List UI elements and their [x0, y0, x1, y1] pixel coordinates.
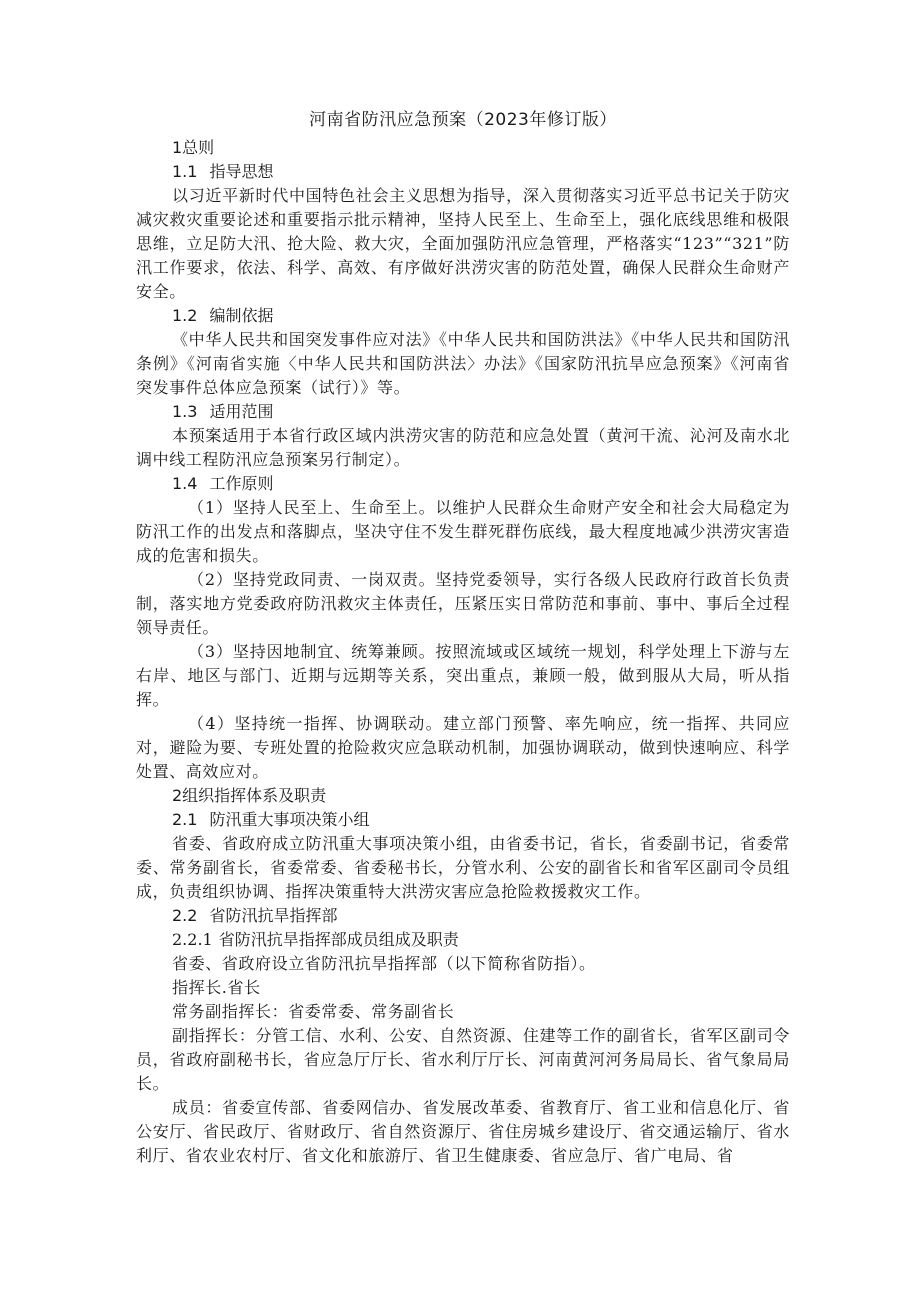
- section-label: 适用范围: [209, 402, 274, 421]
- section-1-1-heading: [136, 160, 790, 184]
- document-page: [136, 108, 790, 1168]
- section-2-2-heading: [136, 904, 790, 928]
- section-label: 编制依据: [209, 306, 274, 325]
- paragraph: （3）坚持因地制宜、统筹兼顾。按照流域或区域统一规划，科学处理上下游与左右岸、地区与部门、近期与远期等关系，突出重点，兼顾一般，做到服从大局，听从指挥。: [136, 642, 790, 709]
- section-2-2-1-heading: [136, 928, 790, 952]
- section-number: 1.4: [172, 474, 198, 493]
- section-label: 指导思想: [209, 162, 274, 181]
- section-1-4-heading: [136, 472, 790, 496]
- section-number: 1.2: [172, 306, 198, 325]
- section-1-heading: 1总则: [172, 138, 215, 157]
- paragraph: 副指挥长：分管工信、水利、公安、自然资源、住建等工作的副省长，省军区副司令员，省政府副秘书长，省应急厅厅长、省水利厅厅长、河南黄河河务局局长、省气象局局长。: [136, 1026, 790, 1093]
- paragraph: 《中华人民共和国突发事件应对法》《中华人民共和国防洪法》《中华人民共和国防汛条例》《河南省实施〈中华人民共和国防洪法〉办法》《国家防汛抗旱应急预案》《河南省突发事件总体应急预案（试行）》等。: [136, 330, 790, 397]
- paragraph: 以习近平新时代中国特色社会主义思想为指导，深入贯彻落实习近平总书记关于防灾减灾救灾重要论述和重要指示批示精神，坚持人民至上、生命至上，强化底线思维和极限思维，立足防大汛、抢大险、救大灾，全面加强防汛应急管理，严格落实“123”“321”防汛工作要求，依法、科学、高效、有序做好洪涝灾害的防范处置，确保人民群众生命财产安全。: [136, 186, 790, 301]
- text-line: 常务副指挥长：省委常委、常务副省长: [172, 1002, 455, 1021]
- section-number: 2.1: [172, 810, 198, 829]
- section-number: 1.1: [172, 162, 198, 181]
- section-number: 2.2: [172, 906, 198, 925]
- paragraph: 本预案适用于本省行政区域内洪涝灾害的防范和应急处置（黄河干流、沁河及南水北调中线工程防汛应急预案另行制定）。: [136, 426, 790, 469]
- section-2-1-heading: [136, 808, 790, 832]
- section-label: 工作原则: [209, 474, 274, 493]
- section-label: 防汛重大事项决策小组: [209, 810, 370, 829]
- paragraph: 成员：省委宣传部、省委网信办、省发展改革委、省教育厅、省工业和信息化厅、省公安厅、省民政厅、省财政厅、省自然资源厅、省住房城乡建设厅、省交通运输厅、省水利厅、省农业农村厅、省文化和旅游厅、省卫生健康委、省应急厅、省广电局、省: [136, 1098, 790, 1165]
- text-line: 省委、省政府设立省防汛抗旱指挥部（以下简称省防指）。: [172, 954, 596, 973]
- section-1-3-heading: [136, 400, 790, 424]
- paragraph: （4）坚持统一指挥、协调联动。建立部门预警、率先响应，统一指挥、共同应对，避险为要、专班处置的抢险救灾应急联动机制，加强协调联动，做到快速响应、科学处置、高效应对。: [136, 714, 790, 781]
- section-number: 2.2.1: [172, 930, 213, 949]
- paragraph: （2）坚持党政同责、一岗双责。坚持党委领导，实行各级人民政府行政首长负责制，落实地方党委政府防汛救灾主体责任，压紧压实日常防范和事前、事中、事后全过程领导责任。: [136, 570, 790, 637]
- section-2-heading: 2组织指挥体系及职责: [172, 786, 327, 805]
- text-line: 指挥长.省长: [172, 978, 261, 997]
- section-label: 省防汛抗旱指挥部: [209, 906, 338, 925]
- section-number: 1.3: [172, 402, 198, 421]
- section-1-2-heading: [136, 304, 790, 328]
- section-label: 省防汛抗旱指挥部成员组成及职责: [218, 930, 459, 949]
- paragraph: 省委、省政府成立防汛重大事项决策小组，由省委书记，省长，省委副书记，省委常委、常务副省长，省委常委、省委秘书长，分管水利、公安的副省长和省军区副司令员组成，负责组织协调、指挥决策重特大洪涝灾害应急抢险救援救灾工作。: [136, 834, 790, 901]
- document-title: 河南省防汛应急预案（2023年修订版）: [309, 110, 617, 130]
- paragraph: （1）坚持人民至上、生命至上。以维护人民群众生命财产安全和社会大局稳定为防汛工作的出发点和落脚点，坚决守住不发生群死群伤底线，最大程度地减少洪涝灾害造成的危害和损失。: [136, 498, 790, 565]
